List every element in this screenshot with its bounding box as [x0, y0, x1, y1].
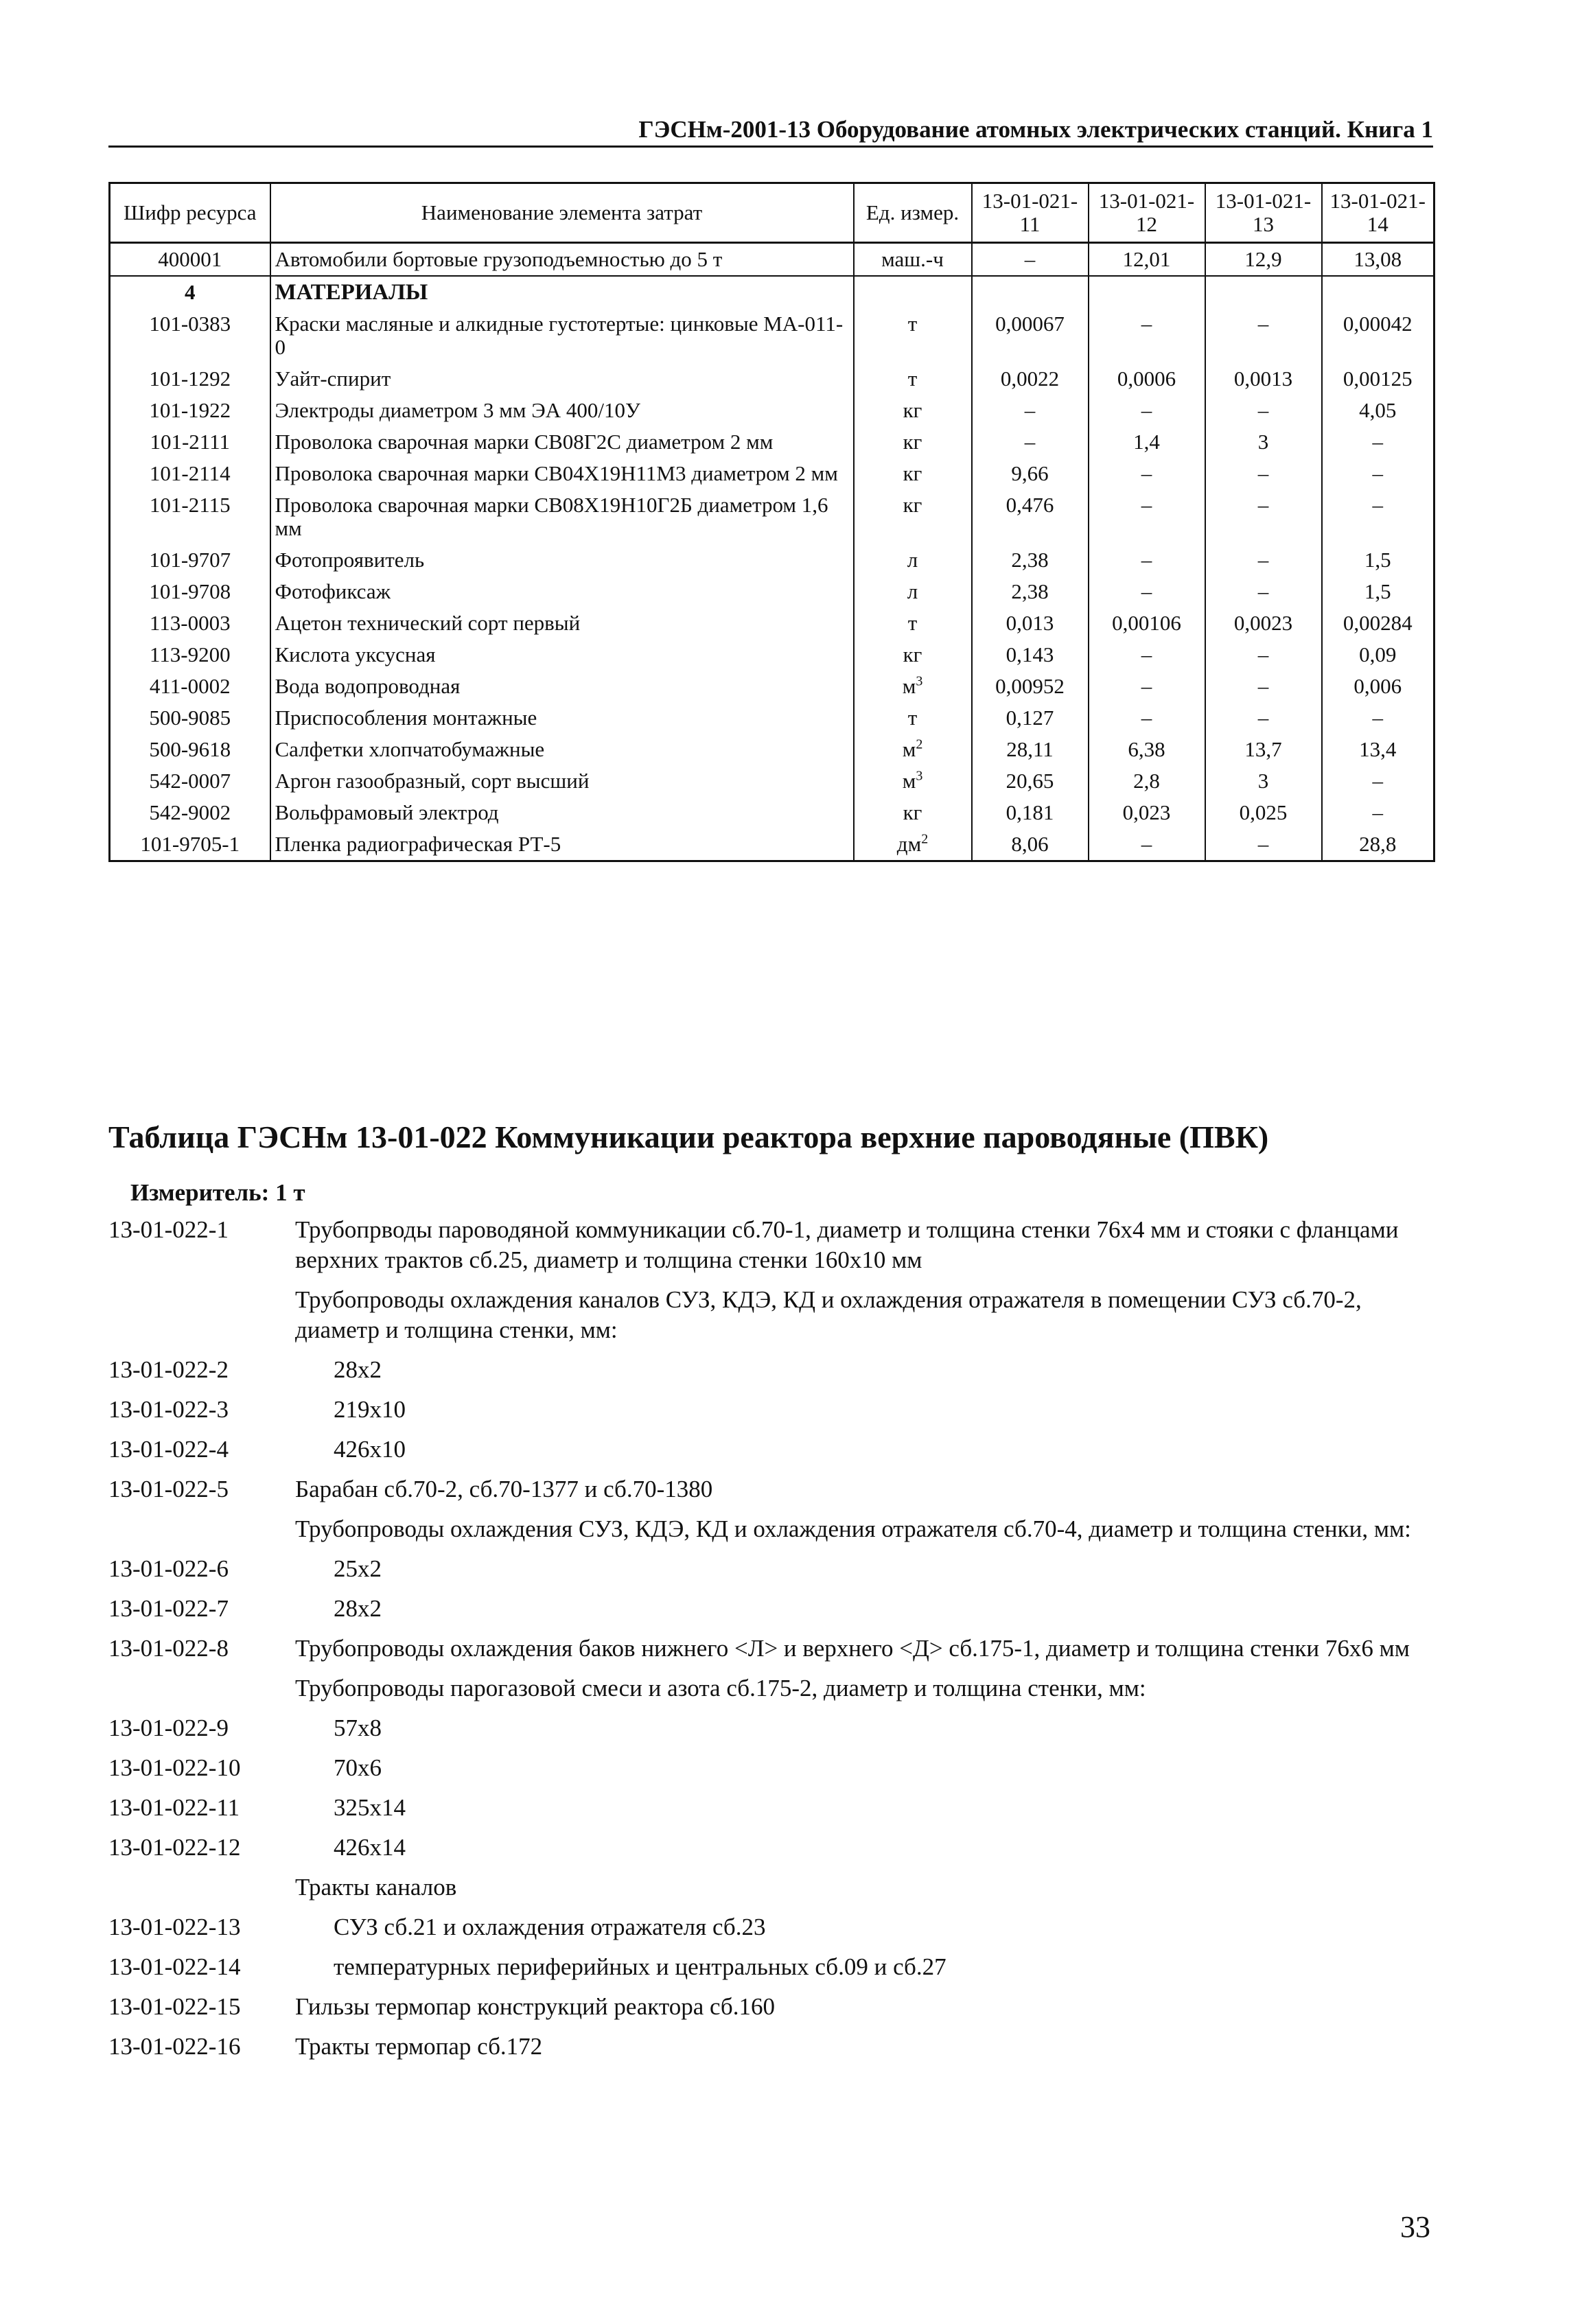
value-cell: – [1089, 489, 1205, 544]
resource-name-cell: Автомобили бортовые грузоподъемностью до 5 т [270, 243, 854, 277]
unit-exponent: 3 [916, 768, 923, 784]
value-cell: 0,00042 [1322, 308, 1434, 363]
unit-cell: $м^2$ [854, 734, 972, 765]
resource-name-cell: Вольфрамовый электрод [270, 797, 854, 828]
unit-cell: т [854, 308, 972, 363]
resource-name-cell: Пленка радиографическая РТ-5 [270, 828, 854, 861]
value-cell: 13,08 [1322, 243, 1434, 277]
unit-cell: кг [854, 797, 972, 828]
value-cell: – [972, 395, 1089, 426]
resource-name-cell: МАТЕРИАЛЫ [270, 276, 854, 308]
value-cell: – [1205, 544, 1322, 576]
table-row [110, 828, 1434, 861]
norm-description: 28х2 [334, 1595, 382, 1622]
norm-description: Трубопроводы охлаждения СУЗ, КДЭ, КД и охлаждения отражателя сб.70-4, диаметр и толщина стенки, мм: [295, 1515, 1411, 1542]
norm-code: 13-01-022-4 [108, 1436, 229, 1463]
column-header: 13-01-021-12 [1089, 183, 1205, 243]
norm-description: Трубопроводы парогазовой смеси и азота сб.175-2, диаметр и толщина стенки, мм: [295, 1675, 1146, 1701]
table-row [110, 639, 1434, 671]
table-header-row [110, 183, 1434, 243]
unit-exponent: 2 [916, 736, 923, 752]
list-item [108, 1634, 1433, 1664]
value-cell: 0,00125 [1322, 363, 1434, 395]
norm-code: 13-01-022-3 [108, 1396, 229, 1423]
value-cell: 0,023 [1089, 797, 1205, 828]
resource-name-cell: Проволока сварочная марки СВ08Х19Н10Г2Б диаметром 1,6 мм [270, 489, 854, 544]
resource-name-cell: Проволока сварочная марки СВ04Х19Н11М3 диаметром 2 мм [270, 458, 854, 489]
column-header: 13-01-021-11 [972, 183, 1089, 243]
resource-code-cell: 542-0007 [110, 765, 270, 797]
resource-code-cell: 101-9705-1 [110, 828, 270, 861]
table-row [110, 489, 1434, 544]
norm-description: 57х8 [334, 1715, 382, 1741]
norm-code: 13-01-022-9 [108, 1715, 229, 1741]
value-cell: – [1322, 702, 1434, 734]
norm-description: Тракты каналов [295, 1874, 457, 1901]
value-cell: 0,0023 [1205, 607, 1322, 639]
value-cell: – [1322, 765, 1434, 797]
value-cell: – [1089, 576, 1205, 607]
list-item [108, 1355, 1433, 1385]
section-title: Таблица ГЭСНм 13-01-022 Коммуникации реактора верхние пароводяные (ПВК) [108, 1119, 1269, 1154]
norm-description: температурных периферийных и центральных сб.09 и сб.27 [334, 1953, 946, 1980]
unit-cell: л [854, 544, 972, 576]
resource-code-cell: 113-0003 [110, 607, 270, 639]
norm-description: Трубопрводы пароводяной коммуникации сб.70-1, диаметр и толщина стенки 76х4 мм и стояки с фланцами верхних трактов сб.25, диаметр и толщина стенки 160х10 мм [295, 1216, 1399, 1273]
resource-code-cell: 542-9002 [110, 797, 270, 828]
value-cell: – [1205, 308, 1322, 363]
value-cell [1089, 276, 1205, 308]
resource-name-cell: Проволока сварочная марки СВ08Г2С диаметром 2 мм [270, 426, 854, 458]
value-cell: 1,5 [1322, 576, 1434, 607]
unit-cell: т [854, 702, 972, 734]
column-header: 13-01-021-13 [1205, 183, 1322, 243]
unit-cell: кг [854, 458, 972, 489]
norm-description: Барабан сб.70-2, сб.70-1377 и сб.70-1380 [295, 1476, 713, 1502]
norm-description: 426х14 [334, 1834, 406, 1861]
resource-name-cell: Салфетки хлопчатобумажные [270, 734, 854, 765]
resource-code-cell: 101-2111 [110, 426, 270, 458]
list-item [108, 1952, 1433, 1982]
unit-cell: $дм^2$ [854, 828, 972, 861]
norm-code: 13-01-022-14 [108, 1953, 241, 1980]
resource-name-cell: Краски масляные и алкидные густотертые: цинковые МА-011-0 [270, 308, 854, 363]
norm-description: 219х10 [334, 1396, 406, 1423]
norm-description: Трубопроводы охлаждения каналов СУЗ, КДЭ, КД и охлаждения отражателя в помещении СУЗ сб.70-2, диаметр и толщина стенки, мм: [295, 1286, 1362, 1343]
value-cell: – [972, 243, 1089, 277]
table-row [110, 395, 1434, 426]
table-row [110, 276, 1434, 308]
norm-code [108, 1285, 295, 1345]
resource-name-cell: Вода водопроводная [270, 671, 854, 702]
value-cell: 0,0013 [1205, 363, 1322, 395]
norm-item-list [108, 1215, 1433, 2071]
value-cell: – [1205, 489, 1322, 544]
value-cell: 0,127 [972, 702, 1089, 734]
table-row [110, 734, 1434, 765]
value-cell: 0,00106 [1089, 607, 1205, 639]
value-cell: 3 [1205, 426, 1322, 458]
list-item [108, 1554, 1433, 1584]
list-item [108, 1992, 1433, 2022]
norm-code: 13-01-022-11 [108, 1794, 240, 1821]
value-cell: 28,8 [1322, 828, 1434, 861]
value-cell: 9,66 [972, 458, 1089, 489]
norm-code: 13-01-022-13 [108, 1914, 241, 1940]
resource-code-cell: 101-1292 [110, 363, 270, 395]
table-row [110, 607, 1434, 639]
value-cell: 0,0022 [972, 363, 1089, 395]
norm-code: 13-01-022-12 [108, 1834, 241, 1861]
list-item [108, 1215, 1433, 1275]
norm-description: 426х10 [334, 1436, 406, 1463]
table-row [110, 363, 1434, 395]
value-cell: – [1205, 639, 1322, 671]
value-cell: – [1322, 489, 1434, 544]
value-cell: 13,4 [1322, 734, 1434, 765]
unit-cell: маш.-ч [854, 243, 972, 277]
value-cell: 12,9 [1205, 243, 1322, 277]
column-header: Наименование элемента затрат [270, 183, 854, 243]
value-cell: 0,476 [972, 489, 1089, 544]
table-row [110, 544, 1434, 576]
table-row [110, 702, 1434, 734]
resource-name-cell: Фотофиксаж [270, 576, 854, 607]
list-item [108, 1833, 1433, 1863]
resource-table [108, 182, 1435, 862]
resource-code-cell: 113-9200 [110, 639, 270, 671]
running-header: ГЭСНм-2001-13 Оборудование атомных электрических станций. Книга 1 [108, 115, 1433, 148]
value-cell: 0,006 [1322, 671, 1434, 702]
value-cell: – [1089, 639, 1205, 671]
list-item [108, 2032, 1433, 2062]
unit-cell: кг [854, 639, 972, 671]
value-cell: – [1089, 544, 1205, 576]
value-cell: 0,00284 [1322, 607, 1434, 639]
value-cell: 2,38 [972, 544, 1089, 576]
resource-code-cell: 400001 [110, 243, 270, 277]
unit-cell: $м^3$ [854, 671, 972, 702]
norm-description: Гильзы термопар конструкций реактора сб.160 [295, 1993, 775, 2020]
value-cell: – [1205, 702, 1322, 734]
norm-description: 70х6 [334, 1754, 382, 1781]
norm-code: 13-01-022-7 [108, 1595, 229, 1622]
norm-code: 13-01-022-2 [108, 1356, 229, 1383]
value-cell: – [1322, 426, 1434, 458]
value-cell: 2,38 [972, 576, 1089, 607]
norm-code [108, 1673, 295, 1704]
value-cell: 2,8 [1089, 765, 1205, 797]
value-cell: 0,025 [1205, 797, 1322, 828]
value-cell: 20,65 [972, 765, 1089, 797]
list-item [108, 1285, 1433, 1345]
resource-name-cell: Кислота уксусная [270, 639, 854, 671]
value-cell: 8,06 [972, 828, 1089, 861]
resource-code-cell: 101-9708 [110, 576, 270, 607]
value-cell: – [1322, 458, 1434, 489]
resource-name-cell: Ацетон технический сорт первый [270, 607, 854, 639]
norm-code: 13-01-022-16 [108, 2033, 241, 2060]
value-cell: – [1089, 395, 1205, 426]
value-cell: 0,0006 [1089, 363, 1205, 395]
unit-cell: л [854, 576, 972, 607]
table-row [110, 243, 1434, 277]
unit-cell [854, 276, 972, 308]
value-cell: – [1089, 828, 1205, 861]
resource-code-cell: 500-9085 [110, 702, 270, 734]
resource-name-cell: Фотопроявитель [270, 544, 854, 576]
resource-name-cell: Аргон газообразный, сорт высший [270, 765, 854, 797]
column-header: Ед. измер. [854, 183, 972, 243]
value-cell: 0,00952 [972, 671, 1089, 702]
list-item [108, 1793, 1433, 1823]
norm-code: 13-01-022-5 [108, 1476, 229, 1502]
resource-name-cell: Уайт-спирит [270, 363, 854, 395]
value-cell: – [1205, 828, 1322, 861]
resource-name-cell: Приспособления монтажные [270, 702, 854, 734]
unit-cell: $м^3$ [854, 765, 972, 797]
resource-code-cell: 101-0383 [110, 308, 270, 363]
list-item [108, 1474, 1433, 1504]
column-header: Шифр ресурса [110, 183, 270, 243]
column-header: 13-01-021-14 [1322, 183, 1434, 243]
norm-code: 13-01-022-10 [108, 1754, 241, 1781]
list-item [108, 1912, 1433, 1942]
value-cell: 28,11 [972, 734, 1089, 765]
list-item [108, 1753, 1433, 1783]
value-cell [1205, 276, 1322, 308]
value-cell: 1,4 [1089, 426, 1205, 458]
value-cell: – [1205, 576, 1322, 607]
list-item [108, 1514, 1433, 1544]
resource-code-cell: 101-2114 [110, 458, 270, 489]
value-cell: – [1089, 308, 1205, 363]
measure-unit-label: Измеритель: 1 т [130, 1179, 305, 1206]
table-row [110, 308, 1434, 363]
value-cell [972, 276, 1089, 308]
value-cell: – [972, 426, 1089, 458]
value-cell: 13,7 [1205, 734, 1322, 765]
value-cell [1322, 276, 1434, 308]
norm-description: Тракты термопар сб.172 [295, 2033, 543, 2060]
value-cell: – [1089, 702, 1205, 734]
list-item [108, 1713, 1433, 1743]
resource-code-cell: 411-0002 [110, 671, 270, 702]
list-item [108, 1872, 1433, 1903]
table-row [110, 458, 1434, 489]
list-item [108, 1434, 1433, 1465]
value-cell: 4,05 [1322, 395, 1434, 426]
value-cell: – [1205, 671, 1322, 702]
norm-description: 325х14 [334, 1794, 406, 1821]
resource-code-cell: 101-1922 [110, 395, 270, 426]
value-cell: – [1089, 458, 1205, 489]
page-number: 33 [1400, 2210, 1430, 2244]
resource-name-cell: Электроды диаметром 3 мм ЭА 400/10У [270, 395, 854, 426]
resource-code-cell: 101-9707 [110, 544, 270, 576]
unit-cell: кг [854, 489, 972, 544]
value-cell: 6,38 [1089, 734, 1205, 765]
list-item [108, 1395, 1433, 1425]
value-cell: 3 [1205, 765, 1322, 797]
resource-code-cell: 500-9618 [110, 734, 270, 765]
value-cell: 0,143 [972, 639, 1089, 671]
list-item [108, 1594, 1433, 1624]
table-row [110, 765, 1434, 797]
resource-code-cell: 101-2115 [110, 489, 270, 544]
norm-code [108, 1872, 295, 1903]
value-cell: 12,01 [1089, 243, 1205, 277]
table-row [110, 426, 1434, 458]
norm-description: Трубопроводы охлаждения баков нижнего <Л> и верхнего <Д> сб.175-1, диаметр и толщина стенки 76х6 мм [295, 1635, 1410, 1662]
table-row [110, 576, 1434, 607]
value-cell: 1,5 [1322, 544, 1434, 576]
value-cell: – [1089, 671, 1205, 702]
value-cell: 0,181 [972, 797, 1089, 828]
norm-description: 28х2 [334, 1356, 382, 1383]
value-cell: – [1205, 458, 1322, 489]
norm-code: 13-01-022-6 [108, 1555, 229, 1582]
value-cell: 0,013 [972, 607, 1089, 639]
value-cell: – [1205, 395, 1322, 426]
norm-code: 13-01-022-8 [108, 1635, 229, 1662]
value-cell: – [1322, 797, 1434, 828]
norm-code: 13-01-022-1 [108, 1216, 229, 1243]
resource-code-cell: 4 [110, 276, 270, 308]
value-cell: 0,00067 [972, 308, 1089, 363]
norm-description: СУЗ сб.21 и охлаждения отражателя сб.23 [334, 1914, 766, 1940]
table-row [110, 671, 1434, 702]
unit-exponent: 3 [916, 673, 923, 689]
value-cell: 0,09 [1322, 639, 1434, 671]
norm-code: 13-01-022-15 [108, 1993, 241, 2020]
norm-description: 25х2 [334, 1555, 382, 1582]
unit-cell: кг [854, 426, 972, 458]
list-item [108, 1673, 1433, 1704]
norm-code [108, 1514, 295, 1544]
resource-table-body [110, 243, 1434, 861]
table-row [110, 797, 1434, 828]
unit-cell: кг [854, 395, 972, 426]
unit-cell: т [854, 363, 972, 395]
unit-cell: т [854, 607, 972, 639]
unit-exponent: 2 [921, 831, 929, 847]
